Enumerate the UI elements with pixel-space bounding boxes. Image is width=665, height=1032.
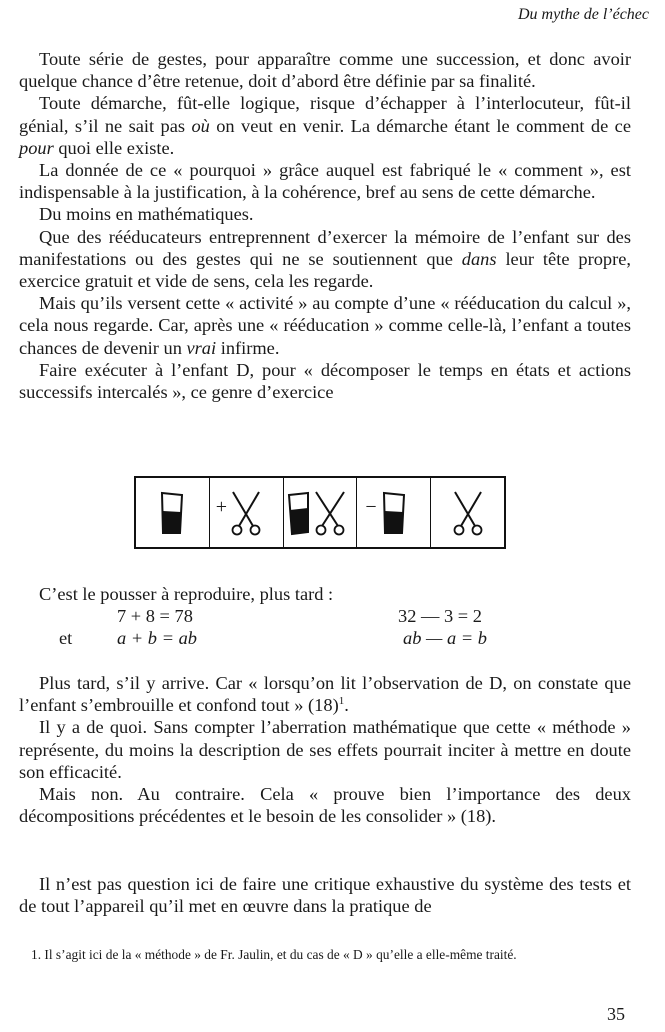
main-text: [19, 48, 631, 403]
after-text: [19, 672, 631, 827]
glass-icon: [379, 491, 409, 535]
emphasis: vrai: [186, 337, 217, 358]
closing-text: [19, 873, 631, 917]
text-run: leur tête propre, exercice gratuit et vide de sens, cela les regarde.: [19, 248, 631, 292]
figure-cell-scissors: [431, 478, 504, 547]
paragraph: Faire exécuter à l’enfant D, pour « décomposer le temps en états et actions successifs intercalés », ce genre d’exercice: [19, 359, 631, 403]
paragraph: Mais non. Au contraire. Cela « prouve bien l’importance des deux décompositions précédentes et le besoin de les consolider » (18).: [19, 784, 631, 827]
equation-prefix: et: [59, 628, 73, 649]
equations-block: [19, 583, 631, 649]
paragraph: [19, 292, 631, 359]
plus-sign: +: [215, 496, 228, 518]
scissors-icon: [451, 490, 485, 536]
equation: 32 — 3 = 2: [398, 606, 482, 627]
footnote-marker: 1: [338, 695, 345, 708]
footnote: [19, 945, 631, 964]
intro-line: C’est le pousser à reproduire, plus tard :: [39, 584, 334, 604]
text-run: .: [344, 695, 349, 716]
text-run: quoi elle existe.: [53, 137, 175, 158]
equation-row: [19, 627, 631, 649]
text-run: on veut en venir. La démarche étant le comment de ce: [209, 115, 631, 136]
emphasis: dans: [461, 248, 497, 269]
paragraph: Il y a de quoi. Sans compter l’aberration mathématique que cette « méthode » représente, du moins la description de ses effets pourrait inciter à mettre en doute son efficacité.: [19, 717, 631, 782]
exercise-figure: [134, 476, 506, 549]
equation: a + b = ab: [117, 628, 197, 649]
text-run: Que des rééducateurs entreprennent d’exercer la mémoire de l’enfant sur des manifestations ou des gestes qui ne se soutiennent que: [19, 226, 631, 269]
paragraph: La donnée de ce « pourquoi » grâce auquel est fabriqué le « comment », est indispensable à la justification, à la cohérence, bref au sens de cette démarche.: [19, 160, 631, 203]
paragraph: Toute série de gestes, pour apparaître comme une succession, et donc avoir quelque chance d’être retenue, doit d’abord être définie par sa finalité.: [19, 49, 631, 92]
glass-icon: [157, 491, 187, 535]
paragraph: [19, 226, 631, 293]
figure-cell-glass-scissors: [284, 478, 358, 547]
paragraph: [19, 92, 631, 159]
page-number: 35: [607, 1004, 625, 1024]
text-run: infirme.: [216, 337, 280, 358]
paragraph: Il n’est pas question ici de faire une critique exhaustive du système des tests et de tout l’appareil qu’il met en œuvre dans la pratique de: [19, 874, 631, 917]
footnote-text: 1. Il s’agit ici de la « méthode » de Fr. Jaulin, et du cas de « D » qu’elle a elle-même traité.: [31, 947, 517, 962]
text-run: Plus tard, s’il y arrive. Car « lorsqu’on lit l’observation de D, on constate que l’enfant s’embrouille et confond tout » (18): [19, 673, 631, 716]
paragraph: [19, 672, 631, 716]
equation: ab — a = b: [403, 628, 487, 649]
figure-cell-plus-scissors: [210, 478, 284, 547]
paragraph: Du moins en mathématiques.: [39, 204, 254, 225]
scissors-icon: [229, 490, 263, 536]
figure-cell-full-glass: [136, 478, 210, 547]
running-header: Du mythe de l’échec: [517, 6, 649, 23]
emphasis: pour: [19, 137, 54, 158]
minus-sign: −: [365, 496, 377, 518]
glass-and-scissors-icon: [286, 490, 354, 536]
emphasis: où: [191, 115, 210, 136]
text-run: Mais qu’ils versent cette « activité » au compte d’une « rééducation du calcul », cela nous regarde. Car, après une « rééducation » comme celle-là, l’enfant a toutes chances de devenir un: [19, 293, 631, 358]
text-run: Toute démarche, fût-elle logique, risque d’échapper à l’interlocuteur, fût-il génial, s’il ne sait pas: [19, 93, 631, 136]
equation: 7 + 8 = 78: [117, 606, 193, 627]
figure-cell-minus-glass: [357, 478, 431, 547]
equation-row: [19, 605, 631, 627]
